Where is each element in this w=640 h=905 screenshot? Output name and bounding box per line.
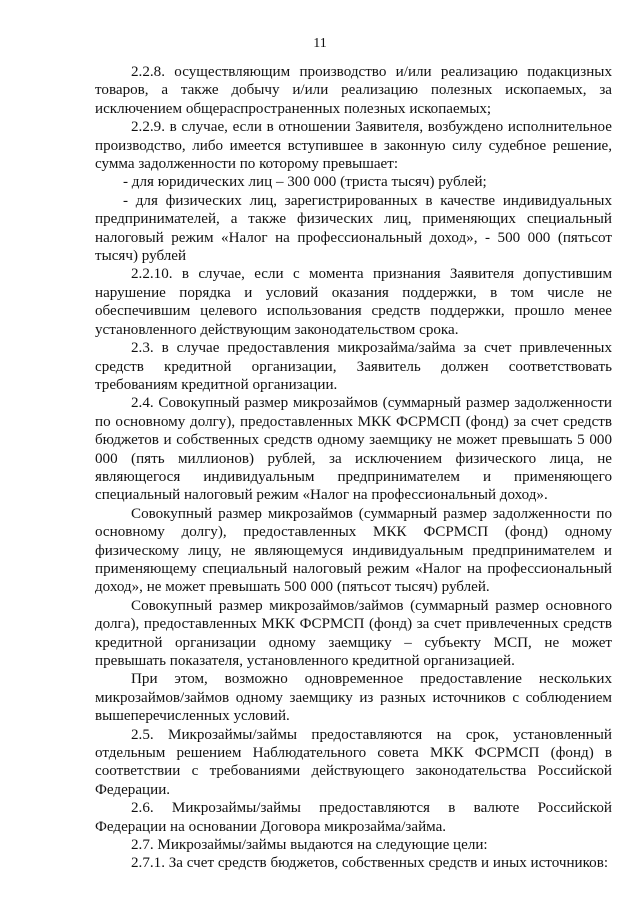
clause-2-4-credit-org-limit: Совокупный размер микрозаймов/займов (суммарный размер основного долга), предоставленных МКК ФСРМСП (фонд) за счет привлеченных средств кредитной организации одному заемщику – субъекту МСП, не может превышать показателя, установленного кредитной организацией.: [95, 597, 612, 669]
clause-2-2-9-individuals: - для физических лиц, зарегистрированных в качестве индивидуальных предпринимателей, а также физических лиц, применяющих специальный налоговый режим «Налог на профессиональный доход», - 500 000 (пятьсот тысяч) рублей: [95, 192, 612, 265]
clause-2-4-multiple-loans: При этом, возможно одновременное предоставление нескольких микрозаймов/займов одному заемщику из разных источников с соблюдением вышеперечисленных условий.: [95, 671, 612, 725]
page-number: 11: [313, 36, 327, 51]
document-body: [95, 63, 612, 873]
clause-2-5: 2.5. Микрозаймы/займы предоставляются на срок, установленный отдельным решением Наблюдательного совета МКК ФСРМСП (фонд) в соответствии с требованиями действующего законодательства Российской Федерации.: [95, 726, 612, 798]
clause-2-7: 2.7. Микрозаймы/займы выдаются на следующие цели:: [131, 837, 488, 854]
clause-2-4-individual-limit: Совокупный размер микрозаймов (суммарный размер задолженности по основному долгу), предоставленных МКК ФСРМСП (фонд) одному физическому лицу, не являющемуся индивидуальным предпринимателем и применяющему специальный налоговый режим «Налог на профессиональный доход», не может превышать 500 000 (пятьсот тысяч) рублей.: [95, 505, 612, 596]
clause-2-6: 2.6. Микрозаймы/займы предоставляются в валюте Российской Федерации на основании Договора микрозайма/займа.: [95, 800, 612, 835]
clause-2-2-8: 2.2.8. осуществляющим производство и/или реализацию подакцизных товаров, а также добычу и/или реализацию полезных ископаемых, за исключением общераспространенных полезных ископаемых;: [95, 64, 612, 117]
clause-2-3: 2.3. в случае предоставления микрозайма/займа за счет привлеченных средств кредитной организации, Заявитель должен соответствовать требованиям кредитной организации.: [95, 340, 612, 393]
clause-2-2-9: 2.2.9. в случае, если в отношении Заявителя, возбуждено исполнительное производство, либо имеется вступившее в законную силу судебное решение, сумма задолженности по которому превышает:: [95, 119, 612, 173]
clause-2-4: 2.4. Совокупный размер микрозаймов (суммарный размер задолженности по основному долгу), предоставленных МКК ФСРМСП (фонд) за счет средств бюджетов и собственных средств одному заемщику не может превышать 5 000 000 (пять миллионов) рублей, за исключением физического лица, не являющегося индивидуальным предпринимателем и применяющего специальный налоговый режим «Налог на профессиональный доход».: [95, 395, 612, 504]
clause-2-2-9-legal-entities: - для юридических лиц – 300 000 (триста тысяч) рублей;: [123, 174, 487, 191]
clause-2-2-10: 2.2.10. в случае, если с момента признания Заявителя допустившим нарушение порядка и условий оказания поддержки, в том числе не обеспечившим целевого использования средств поддержки, прошло менее установленного действующим законодательством срока.: [95, 266, 612, 338]
clause-2-7-1: 2.7.1. За счет средств бюджетов, собственных средств и иных источников:: [131, 855, 609, 872]
